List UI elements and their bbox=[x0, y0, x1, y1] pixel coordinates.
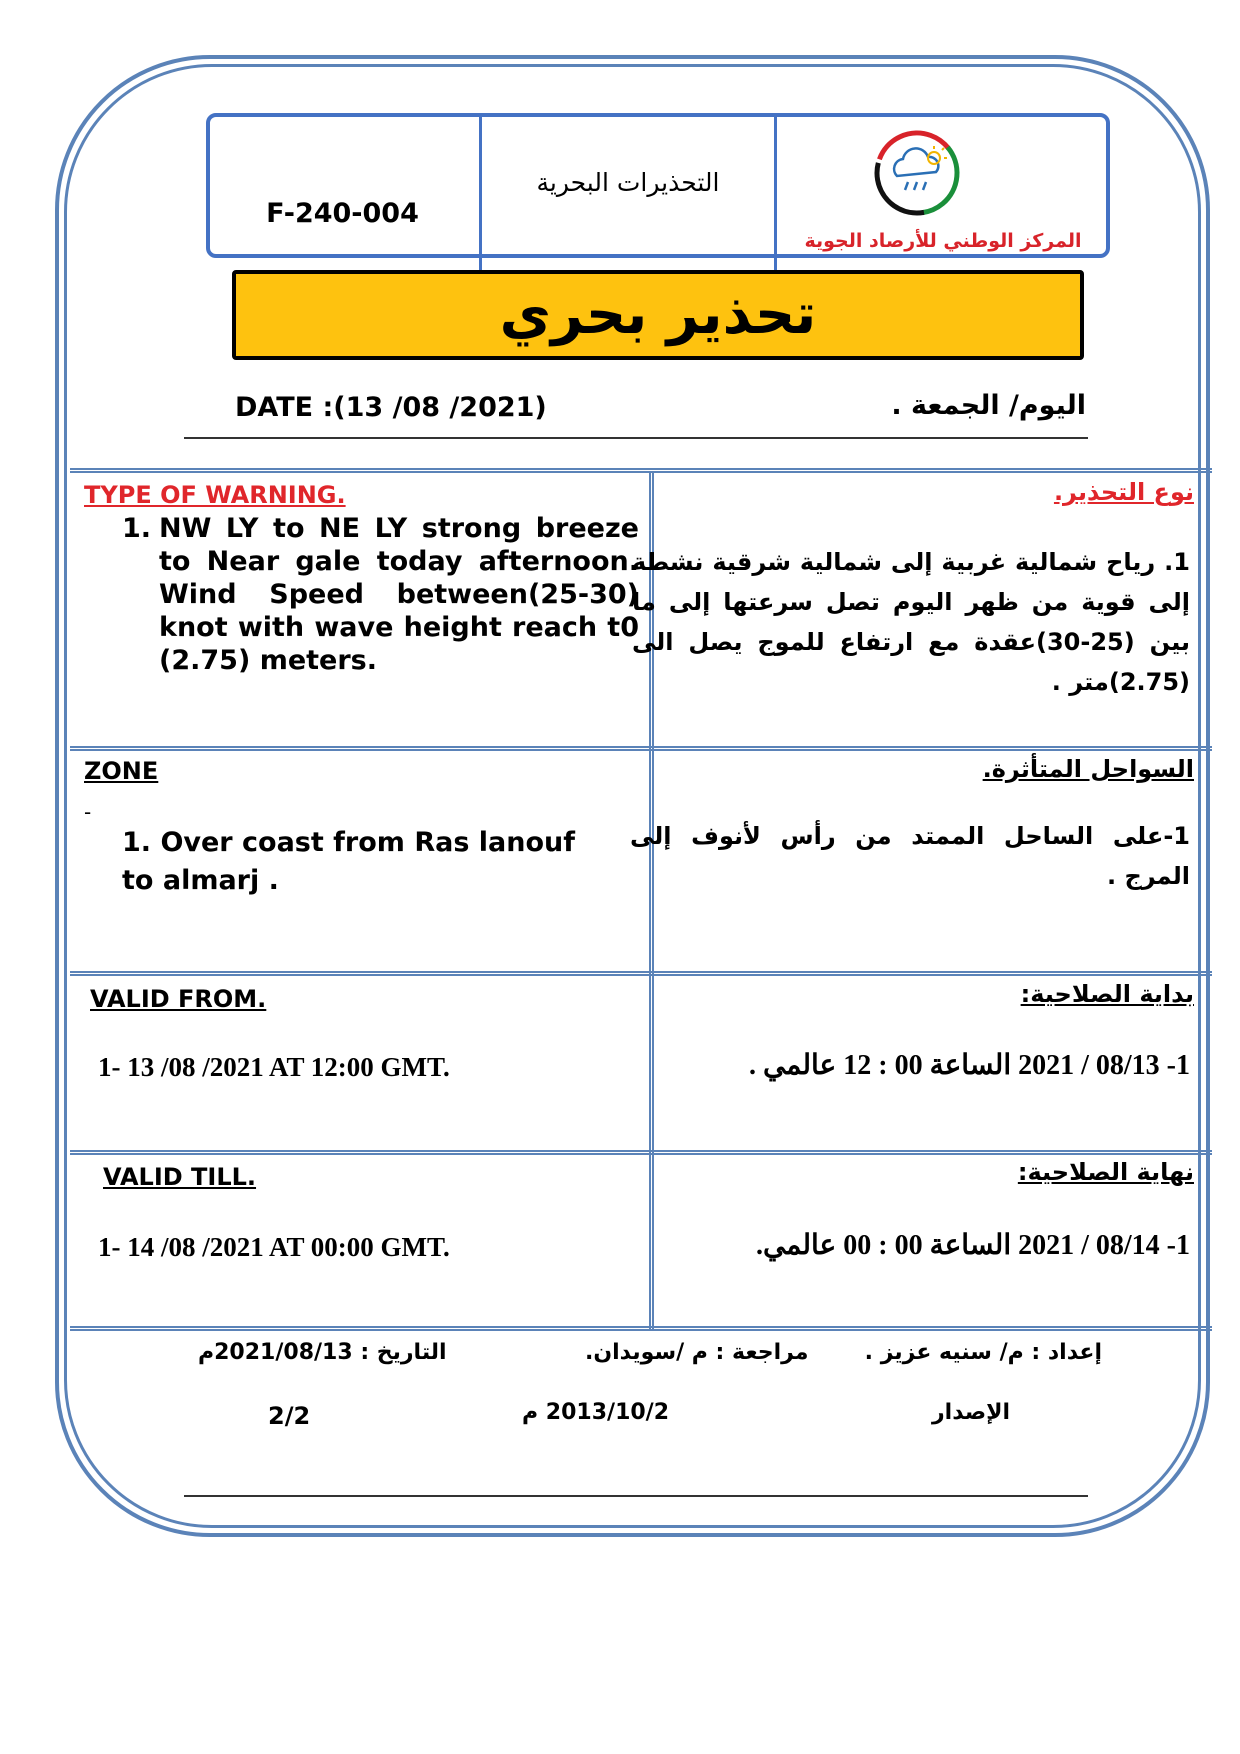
divider bbox=[184, 437, 1088, 439]
day-arabic: اليوم/ الجمعة . bbox=[891, 390, 1086, 421]
date-english: DATE :(13 /08 /2021) bbox=[235, 392, 547, 423]
page-number: 2/2 bbox=[268, 1402, 311, 1430]
table-rule bbox=[70, 746, 1212, 751]
divider bbox=[184, 1495, 1088, 1497]
weather-cloud-rain-sun-icon bbox=[872, 128, 962, 218]
zone-label-ar: السواحل المتأثرة. bbox=[982, 755, 1194, 783]
prepared-by: إعداد : م/ سنيه عزيز . bbox=[864, 1340, 1102, 1365]
valid-from-text-ar: 1- 08/13 / 2021 الساعة 00 : 12 عالمي . bbox=[748, 1050, 1190, 1081]
type-of-warning-label-ar: نوع التحذير. bbox=[1053, 478, 1194, 506]
zone-text-en: 1. Over coast from Ras lanouf to almarj . bbox=[122, 827, 576, 896]
valid-from-text-en: 1- 13 /08 /2021 AT 12:00 GMT. bbox=[98, 1052, 450, 1082]
form-code: F-240-004 bbox=[266, 198, 419, 229]
zone-label: ZONE bbox=[84, 757, 159, 785]
warning-banner: تحذير بحري bbox=[232, 270, 1084, 360]
zone-dash: - bbox=[84, 800, 92, 824]
edition-date: 2013/10/2 م bbox=[522, 1400, 670, 1425]
warning-number: 1. bbox=[122, 513, 152, 544]
header-divider bbox=[774, 113, 777, 276]
valid-from-label: VALID FROM. bbox=[90, 985, 267, 1013]
reviewed-by: مراجعة : م /سويدان. bbox=[585, 1340, 809, 1365]
org-name: المركز الوطني للأرصاد الجوية bbox=[804, 230, 1082, 252]
valid-till-text-en: 1- 14 /08 /2021 AT 00:00 GMT. bbox=[98, 1232, 450, 1262]
table-rule bbox=[70, 468, 1212, 473]
valid-till-label-ar: نهاية الصلاحية: bbox=[1017, 1158, 1194, 1186]
type-of-warning-label: TYPE OF WARNING. bbox=[84, 481, 346, 509]
warning-text-en: NW LY to NE LY strong breeze to Near gale today afternoon. Wind Speed between(25-30) knot with wave height reach t0 (2.75) meters. bbox=[159, 513, 639, 676]
zone-text-ar: 1-على الساحل الممتد من رأس لأنوف إلى المرج . bbox=[630, 822, 1190, 890]
header-title: التحذيرات البحرية bbox=[536, 168, 720, 197]
warning-text-ar: 1. رياح شمالية غربية إلى شمالية شرقية نشطة إلى قوية من ظهر اليوم تصل سرعتها إلى ما بين (25-30)عقدة مع ارتفاع للموج يصل الى (2.75)متر . bbox=[632, 548, 1190, 696]
valid-till-label: VALID TILL. bbox=[103, 1163, 257, 1191]
valid-from-label-ar: بداية الصلاحية: bbox=[1020, 980, 1194, 1008]
edition-label: الإصدار bbox=[932, 1400, 1011, 1425]
table-rule bbox=[70, 971, 1212, 976]
valid-till-text-ar: 1- 08/14 / 2021 الساعة 00 : 00 عالمي. bbox=[755, 1230, 1190, 1261]
table-rule bbox=[70, 1326, 1212, 1331]
issue-date: التاريخ : 2021/08/13م bbox=[198, 1340, 447, 1365]
table-rule bbox=[70, 1150, 1212, 1155]
